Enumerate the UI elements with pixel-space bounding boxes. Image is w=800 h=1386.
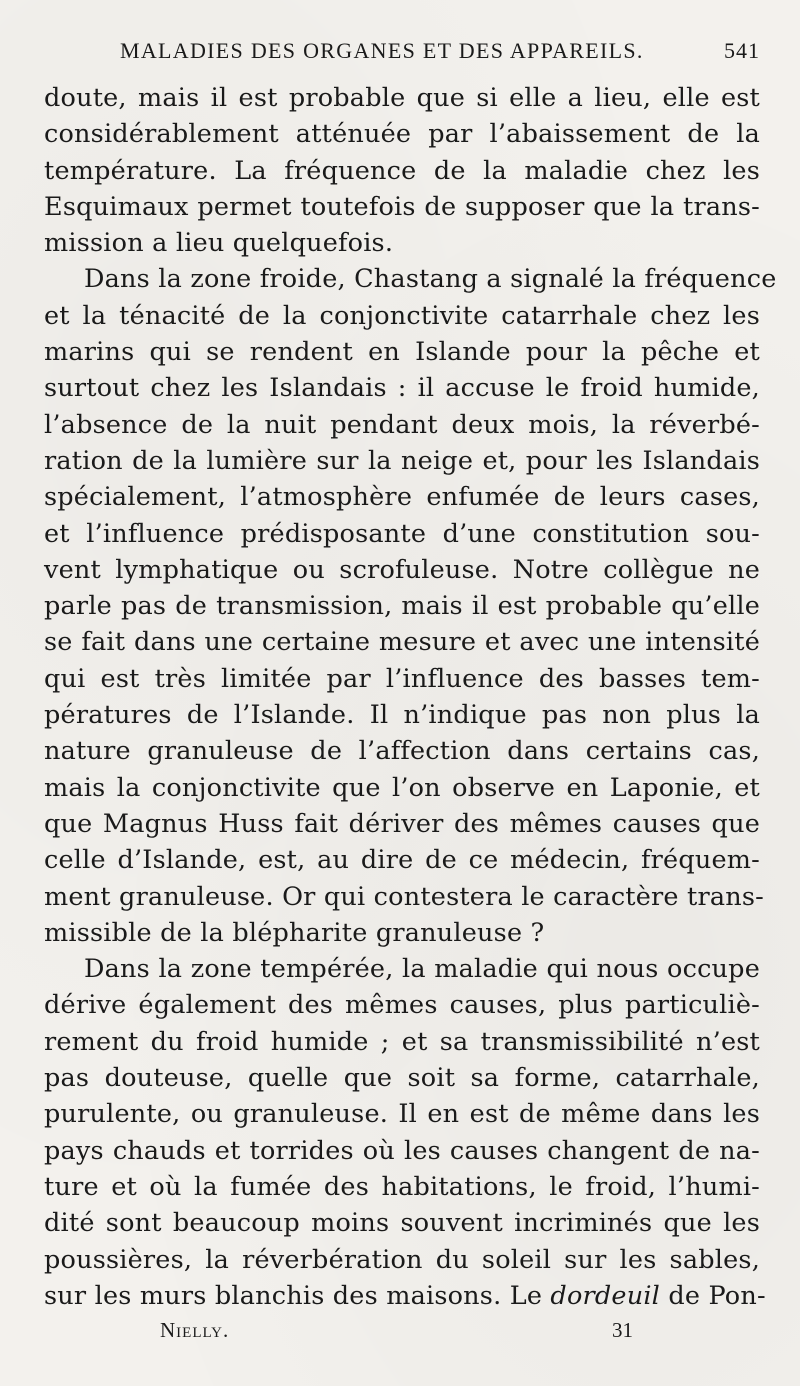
printer-signature: Nielly. xyxy=(160,1318,230,1342)
text-line-final xyxy=(44,1278,766,1314)
text-line: celle d’Islande, est, au dire de ce médecin, fréquem- xyxy=(44,845,760,876)
text-line: nature granuleuse de l’affection dans certains cas, xyxy=(44,736,760,767)
text-line: ture et où la fumée des habitations, le froid, l’humi- xyxy=(44,1171,760,1202)
text-line: que Magnus Huss fait dériver des mêmes causes que xyxy=(44,808,760,839)
text-line: Esquimaux permet toutefois de supposer que la trans- xyxy=(44,191,760,222)
italic-term: dordeuil xyxy=(550,1280,661,1311)
body-text xyxy=(44,80,777,1314)
text-line: température. La fréquence de la maladie chez les xyxy=(44,155,760,186)
running-head xyxy=(120,38,760,64)
text-line: mais la conjonctivite que l’on observe en Laponie, et xyxy=(44,772,760,803)
text-line: ration de la lumière sur la neige et, pour les Islandais xyxy=(44,445,760,476)
text-line: qui est très limitée par l’influence des basses tem- xyxy=(44,663,760,694)
text-line: et l’influence prédisposante d’une constitution sou- xyxy=(44,518,760,549)
text-line: considérablement atténuée par l’abaissement de la xyxy=(44,119,760,150)
text-line: parle pas de transmission, mais il est probable qu’elle xyxy=(44,591,760,622)
text-line: dité sont beaucoup moins souvent incriminés que les xyxy=(44,1208,760,1239)
paragraph-start-line: Dans la zone tempérée, la maladie qui nous occupe xyxy=(84,954,760,985)
text-line: poussières, la réverbération du soleil sur les sables, xyxy=(44,1244,760,1275)
text-line: vent lymphatique ou scrofuleuse. Notre collègue ne xyxy=(44,554,760,585)
paragraph-start-line: Dans la zone froide, Chastang a signalé la fréquence xyxy=(84,264,777,295)
text-line: marins qui se rendent en Islande pour la pêche et xyxy=(44,337,760,368)
text-line: missible de la blépharite granuleuse ? xyxy=(44,917,545,948)
final-line-suffix: de Pon- xyxy=(660,1280,766,1311)
text-line: doute, mais il est probable que si elle a lieu, elle est xyxy=(44,83,760,113)
text-line: mission a lieu quelquefois. xyxy=(44,228,394,259)
final-line-prefix: sur les murs blanchis des maisons. Le xyxy=(44,1280,551,1311)
text-line: purulente, ou granuleuse. Il en est de même dans les xyxy=(44,1099,760,1130)
text-line: se fait dans une certaine mesure et avec une intensité xyxy=(44,627,760,658)
text-line: et la ténacité de la conjonctivite catarrhale chez les xyxy=(44,300,760,331)
text-line: l’absence de la nuit pendant deux mois, la réverbé- xyxy=(44,409,760,440)
text-line: ment granuleuse. Or qui contestera le caractère trans- xyxy=(44,881,764,912)
text-line: pératures de l’Islande. Il n’indique pas non plus la xyxy=(44,700,760,731)
text-line: rement du froid humide ; et sa transmissibilité n’est xyxy=(44,1026,760,1057)
signature-number: 31 xyxy=(612,1318,633,1342)
page-number: 541 xyxy=(724,38,760,63)
signature-line xyxy=(160,1318,640,1348)
running-head-title: MALADIES DES ORGANES ET DES APPAREILS. xyxy=(120,38,644,63)
text-line: surtout chez les Islandais : il accuse le froid humide, xyxy=(44,373,760,404)
text-line: pays chauds et torrides où les causes changent de na- xyxy=(44,1135,760,1166)
text-line: dérive également des mêmes causes, plus particuliè- xyxy=(44,990,760,1021)
text-line: pas douteuse, quelle que soit sa forme, catarrhale, xyxy=(44,1063,760,1094)
text-line: spécialement, l’atmosphère enfumée de leurs cases, xyxy=(44,482,760,513)
